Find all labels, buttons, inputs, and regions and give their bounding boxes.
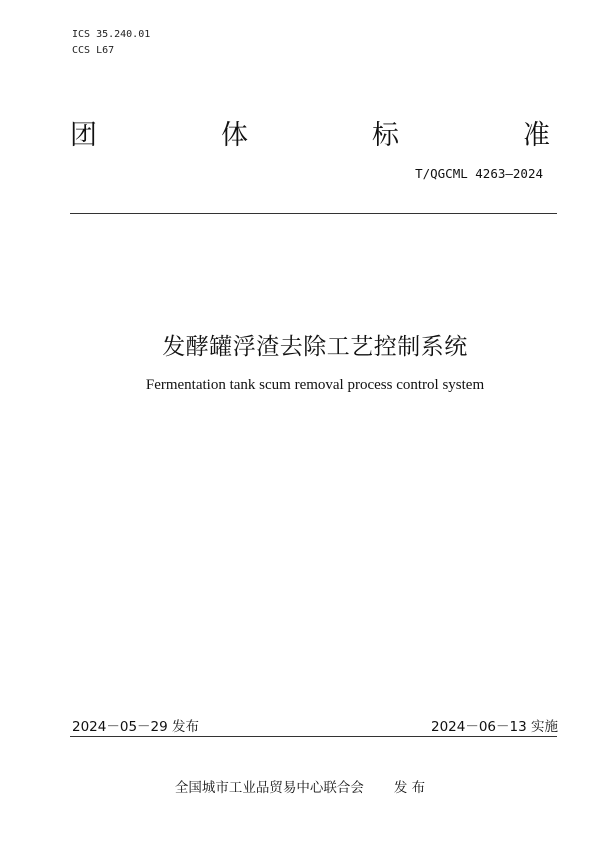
ccs-label: CCS [72,45,91,56]
publisher-line [0,776,600,796]
implementation-date: 2024－06－13 实施 [430,719,558,735]
top-divider [70,213,557,214]
doc-type-char: 团 [70,120,97,151]
doc-type-char: 标 [372,120,399,151]
doc-type-char: 准 [523,120,550,151]
document-type-heading [70,113,550,152]
ics-line [72,29,150,40]
release-date: 2024－05－29 发布 [72,719,200,735]
standard-number: T/QGCML 4263—2024 [415,166,543,181]
ics-label: ICS [72,29,91,40]
publisher-name: 全国城市工业品贸易中心联合会 [174,780,364,796]
document-title-chinese: 发酵罐浮渣去除工艺控制系统 [162,334,468,360]
ccs-line [72,45,114,56]
publish-label: 发 布 [393,780,426,796]
bottom-divider [70,736,557,737]
ics-code: 35.240.01 [96,29,151,40]
document-title-english: Fermentation tank scum removal process control system [145,377,485,393]
doc-type-char: 体 [221,120,248,151]
ccs-code: L67 [96,45,115,56]
